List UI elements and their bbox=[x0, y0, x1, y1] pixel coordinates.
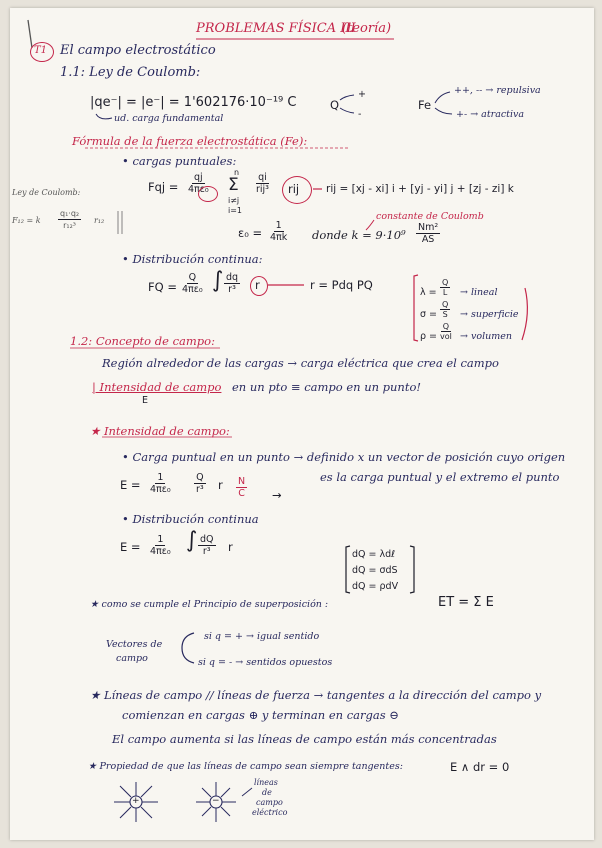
fe-repulsive: ++, -- → repulsiva bbox=[454, 85, 541, 96]
fq-num: qj bbox=[194, 172, 203, 183]
section-heading-field: 1.2: Concepto de campo: bbox=[70, 334, 215, 348]
charge-note: ud. carga fundamental bbox=[114, 113, 224, 124]
fQ-integral: ∫ bbox=[212, 268, 224, 293]
density-bracket-left bbox=[414, 275, 418, 341]
side-note-lhs: F₁₂ = k bbox=[12, 216, 41, 225]
k-definition: donde k = 9·10⁹ bbox=[312, 228, 406, 242]
density-rho-num: Q bbox=[442, 322, 450, 331]
point-charges-label: • cargas puntuales: bbox=[122, 154, 237, 168]
density-sigma-text: → superficie bbox=[460, 309, 519, 320]
fe-arrow-up bbox=[435, 92, 450, 103]
tangent-equation: E ∧ dr = 0 bbox=[450, 760, 510, 774]
rij-vector: rij bbox=[288, 182, 300, 196]
k-units-num: Nm² bbox=[418, 222, 439, 233]
fq-fraction-2 bbox=[254, 172, 271, 195]
q-minus: - bbox=[358, 109, 362, 120]
ec-integral: ∫ bbox=[186, 528, 198, 553]
coulomb-constant-note: constante de Coulomb bbox=[376, 211, 484, 222]
charge-equation: |qe⁻| = |e⁻| = 1'602176·10⁻¹⁹ C bbox=[90, 95, 297, 110]
e-units-num: N bbox=[238, 476, 246, 487]
q-label: Q bbox=[330, 98, 340, 112]
field-lines-text-3: El campo aumenta si las líneas de campo están más concentradas bbox=[112, 732, 497, 746]
ec-num: 1 bbox=[157, 534, 164, 545]
k-units-den: AS bbox=[421, 234, 435, 245]
density-bracket-right bbox=[522, 288, 527, 340]
formula-heading: Fórmula de la fuerza electrostática (Fe): bbox=[72, 134, 308, 148]
continuous-label: • Distribución continua: bbox=[122, 252, 263, 266]
vector-brace bbox=[182, 633, 194, 663]
density-sigma-fraction bbox=[440, 300, 450, 319]
density-lambda-lhs: λ = bbox=[420, 287, 437, 298]
eps-lhs: ε₀ = bbox=[238, 226, 263, 240]
topic-badge: T1 bbox=[34, 45, 48, 56]
notebook-page bbox=[10, 8, 594, 840]
ec-den-2: r³ bbox=[202, 546, 211, 557]
field-note-2: de bbox=[262, 788, 272, 797]
vectors-label-1: Vectores de bbox=[106, 639, 163, 650]
sum-symbol: Σ bbox=[228, 175, 239, 195]
rij-definition: rij = [xj - xi] i + [yj - yi] j + [zj - zi] k bbox=[326, 183, 514, 195]
e-den: 4πε₀ bbox=[150, 484, 171, 495]
fq-den: 4πε₀ bbox=[188, 184, 209, 195]
density-rho-fraction bbox=[438, 322, 454, 341]
negative-charge-sign: − bbox=[212, 796, 220, 806]
eps-circle bbox=[198, 186, 218, 202]
dq-volume: dQ = ρdV bbox=[352, 581, 399, 592]
vectors-label-2: campo bbox=[116, 653, 148, 664]
e-num-2: Q bbox=[196, 472, 204, 483]
r-definition: r = Pdq PQ bbox=[310, 278, 373, 292]
field-intensity-text: en un pto ≡ campo en un punto! bbox=[232, 380, 422, 394]
note-hook bbox=[96, 114, 112, 119]
fq-lhs: Fqj = bbox=[148, 180, 179, 194]
field-intensity-term: | Intensidad de campo bbox=[92, 380, 222, 394]
dq-surface: dQ = σdS bbox=[352, 565, 398, 576]
q-plus: + bbox=[358, 89, 366, 100]
field-region-text: Región alrededor de las cargas → carga eléctrica que crea el campo bbox=[102, 356, 499, 370]
density-lambda-den: L bbox=[442, 288, 448, 297]
e-fraction bbox=[148, 472, 173, 495]
positive-charge-sign: + bbox=[132, 796, 140, 806]
ec-den: 4πε₀ bbox=[150, 546, 171, 557]
density-rho-text: → volumen bbox=[460, 331, 512, 342]
side-note-r: r₁₂ bbox=[94, 216, 105, 225]
fq-num-2: qi bbox=[258, 172, 267, 183]
fQ-num: Q bbox=[188, 272, 197, 283]
section-heading-coulomb: 1.1: Ley de Coulomb: bbox=[60, 65, 201, 80]
e-units-den: C bbox=[238, 488, 245, 499]
tangent-text: ★ Propiedad de que las líneas de campo sean siempre tangentes: bbox=[88, 761, 403, 772]
ec-fraction bbox=[148, 534, 173, 557]
side-note-den: r₁₂³ bbox=[63, 221, 77, 230]
e-r: r bbox=[218, 478, 223, 492]
superposition-equation: ET = Σ E bbox=[438, 595, 494, 610]
point-charge-text-2: es la carga puntual y el extremo el punto bbox=[320, 470, 560, 484]
fQ-fraction bbox=[180, 272, 205, 295]
fe-arrow-down bbox=[435, 108, 452, 114]
topic-title: El campo electrostático bbox=[60, 43, 216, 58]
field-note-arrow bbox=[242, 788, 252, 796]
continuous-label-2: • Distribución continua bbox=[122, 512, 259, 526]
k-units bbox=[416, 222, 440, 245]
density-rho-lhs: ρ = bbox=[420, 331, 438, 342]
fQ-fraction-2 bbox=[224, 272, 240, 295]
q-arrow-down bbox=[340, 108, 354, 113]
fQ-lhs: FQ = bbox=[148, 280, 177, 294]
field-note-1: líneas bbox=[254, 778, 278, 787]
intensity-heading: ★ Intensidad de campo: bbox=[90, 424, 230, 438]
e-arrow: → bbox=[272, 488, 282, 502]
eps-den: 4πk bbox=[270, 232, 288, 243]
side-note-title: Ley de Coulomb: bbox=[12, 188, 81, 197]
page-subtitle: (teoría) bbox=[342, 21, 392, 36]
eps-num: 1 bbox=[275, 220, 282, 231]
point-charge-text: • Carga puntual en un punto → definido x un vector de posición cuyo origen bbox=[122, 450, 566, 464]
eps-fraction bbox=[268, 220, 289, 243]
fe-attractive: +- → atractiva bbox=[456, 109, 525, 120]
page-title: PROBLEMAS FÍSICA III bbox=[196, 21, 356, 36]
fe-label: Fe bbox=[418, 98, 432, 112]
superposition-text: ★ como se cumple el Principio de superposición : bbox=[90, 599, 329, 610]
e-lhs: E = bbox=[120, 478, 141, 492]
field-lines-text-2: comienzan en cargas ⊕ y terminan en cargas ⊖ bbox=[122, 708, 399, 722]
dq-linear: dQ = λdℓ bbox=[352, 549, 396, 560]
density-sigma-den: S bbox=[442, 310, 448, 319]
ec-lhs: E = bbox=[120, 540, 141, 554]
density-lambda-fraction bbox=[440, 278, 450, 297]
side-bars bbox=[118, 211, 122, 234]
fq-den-2: rij³ bbox=[256, 184, 269, 195]
sum-top: n bbox=[234, 168, 240, 177]
ec-r: r bbox=[228, 540, 233, 554]
vectors-positive: si q = + → igual sentido bbox=[204, 631, 320, 642]
e-num: 1 bbox=[157, 472, 164, 483]
density-rho-den: vol bbox=[440, 332, 452, 341]
e-units bbox=[236, 476, 247, 499]
field-lines-text-1: ★ Líneas de campo // líneas de fuerza → tangentes a la dirección del campo y bbox=[90, 688, 542, 702]
ec-num-2: dQ bbox=[200, 534, 214, 545]
q-arrow-up bbox=[340, 95, 354, 100]
fQ-den-2: r³ bbox=[228, 284, 236, 295]
field-intensity-label bbox=[92, 380, 221, 394]
ec-fraction-2 bbox=[198, 534, 216, 557]
field-e-vector: E bbox=[142, 395, 149, 406]
fQ-num-2: dq bbox=[226, 272, 239, 283]
dq-bracket-left bbox=[346, 546, 350, 593]
fQ-r: r bbox=[255, 278, 260, 292]
density-lambda-text: → lineal bbox=[460, 287, 498, 298]
margin-stroke bbox=[28, 20, 32, 48]
side-note-fraction bbox=[58, 208, 81, 231]
dq-bracket-right bbox=[410, 546, 414, 593]
sum-bottom-1: i≠j bbox=[228, 196, 240, 205]
e-fraction-2 bbox=[194, 472, 206, 495]
fQ-den: 4πε₀ bbox=[182, 284, 203, 295]
sum-bottom-2: i=1 bbox=[228, 206, 243, 215]
density-lambda-num: Q bbox=[442, 278, 449, 287]
density-sigma-num: Q bbox=[442, 300, 449, 309]
e-den-2: r³ bbox=[196, 484, 204, 495]
density-sigma-lhs: σ = bbox=[420, 309, 438, 320]
side-note-num: q₁·q₂ bbox=[60, 209, 80, 218]
vectors-negative: si q = - → sentidos opuestos bbox=[198, 657, 333, 668]
field-note-3: campo bbox=[256, 798, 283, 807]
field-note-4: eléctrico bbox=[252, 808, 288, 817]
